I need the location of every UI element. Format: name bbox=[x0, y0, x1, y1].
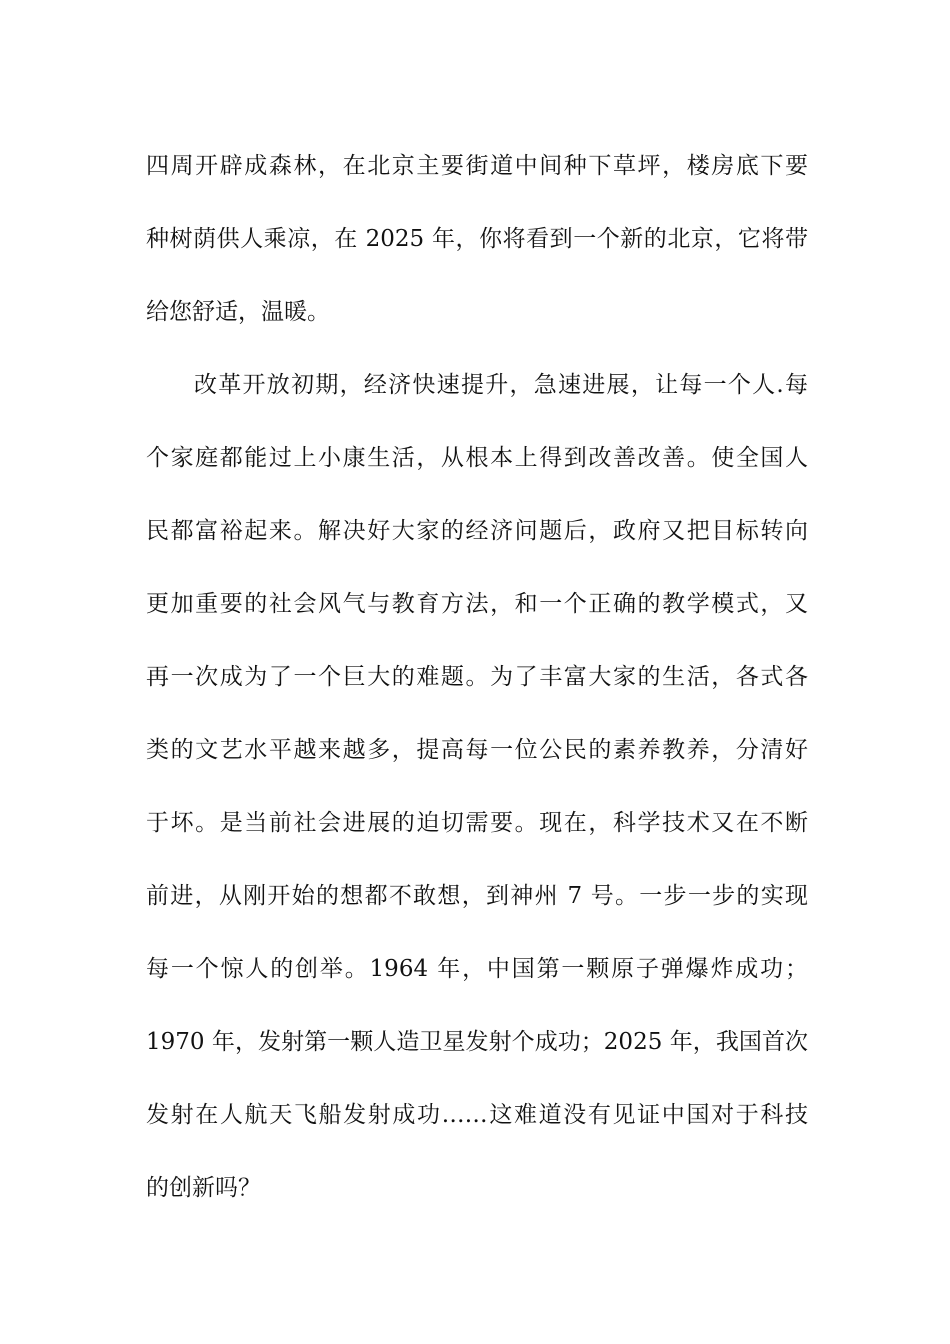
paragraph-1 bbox=[146, 130, 808, 349]
text-line: 的创新吗？ bbox=[146, 1175, 261, 1201]
text-line: 民都富裕起来。解决好大家的经济问题后，政府又把目标转向 bbox=[146, 518, 808, 544]
paragraph-2 bbox=[146, 349, 808, 1225]
text-line: 于坏。是当前社会进展的迫切需要。现在，科学技术又在不断 bbox=[146, 810, 808, 836]
text-line: 四周开辟成森林，在北京主要街道中间种下草坪，楼房底下要 bbox=[146, 153, 808, 179]
body-text bbox=[146, 130, 808, 1225]
text-line: 发射在人航天飞船发射成功……这难道没有见证中国对于科技 bbox=[146, 1102, 808, 1128]
text-line: 类的文艺水平越来越多，提高每一位公民的素养教养，分清好 bbox=[146, 737, 808, 763]
text-line: 1970 年，发射第一颗人造卫星发射个成功；2025 年，我国首次 bbox=[146, 1029, 808, 1055]
text-line: 种树荫供人乘凉，在 2025 年，你将看到一个新的北京，它将带 bbox=[146, 226, 808, 252]
text-line: 前进，从刚开始的想都不敢想，到神州 7 号。一步一步的实现 bbox=[146, 883, 808, 909]
text-line: 改革开放初期，经济快速提升，急速进展，让每一个人.每 bbox=[194, 372, 808, 398]
text-line: 个家庭都能过上小康生活，从根本上得到改善改善。使全国人 bbox=[146, 445, 808, 471]
text-line: 再一次成为了一个巨大的难题。为了丰富大家的生活，各式各 bbox=[146, 664, 808, 690]
text-line: 更加重要的社会风气与教育方法，和一个正确的教学模式，又 bbox=[146, 591, 808, 617]
text-line: 给您舒适，温暖。 bbox=[146, 299, 330, 325]
text-line: 每一个惊人的创举。1964 年，中国第一颗原子弹爆炸成功； bbox=[146, 956, 808, 982]
